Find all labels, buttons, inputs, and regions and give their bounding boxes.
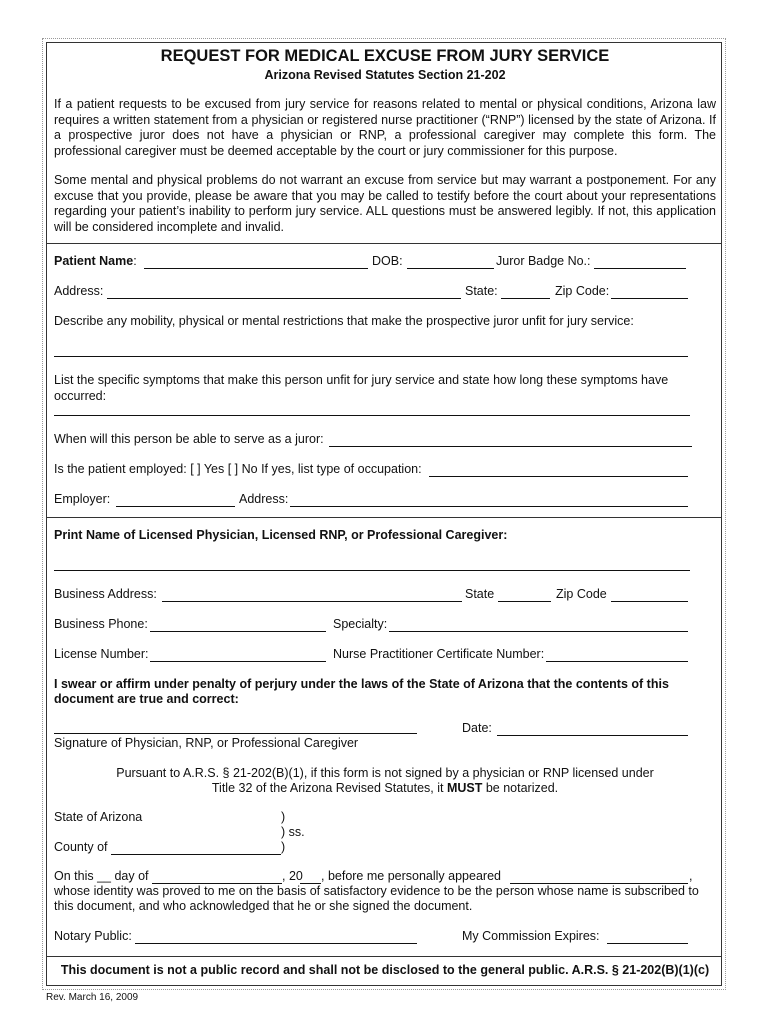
np-certificate-field[interactable] [546, 661, 688, 662]
swear-statement-line-1: I swear or affirm under penalty of perjury under the laws of the State of Arizona that the contents of this [54, 677, 669, 691]
pursuant-line-1: Pursuant to A.R.S. § 21-202(B)(1), if this form is not signed by a physician or RNP licensed under [116, 766, 654, 780]
notary-identity-line-1: whose identity was proved to me on the basis of satisfactory evidence to be the person whose name is subscribed to [54, 884, 699, 898]
notary-public-label: Notary Public: [54, 929, 132, 943]
notary-comma: , [689, 869, 693, 883]
specialty-label: Specialty: [333, 617, 388, 631]
notary-year-prefix: , 20 [282, 869, 303, 883]
swear-statement-line-2: document are true and correct: [54, 692, 239, 706]
zip-code-field[interactable] [611, 298, 688, 299]
state-field[interactable] [501, 298, 550, 299]
venue-bracket-3: ) [281, 840, 286, 854]
venue-bracket-1: ) [281, 810, 286, 824]
date-label: Date: [462, 721, 492, 735]
business-zip-label: Zip Code [556, 587, 607, 601]
business-zip-field[interactable] [611, 601, 688, 602]
provider-name-label: Print Name of Licensed Physician, Licensed RNP, or Professional Caregiver: [54, 528, 508, 542]
notary-identity-line-2: this document, and who acknowledged that he or she signed the document. [54, 899, 473, 913]
address-label: Address: [54, 284, 104, 298]
provider-name-field[interactable] [54, 570, 690, 571]
state-label: State: [465, 284, 498, 298]
dob-label: DOB: [372, 254, 403, 268]
business-phone-label: Business Phone: [54, 617, 148, 631]
section-divider [46, 517, 722, 518]
juror-badge-field[interactable] [594, 268, 686, 269]
commission-expires-label: My Commission Expires: [462, 929, 600, 943]
restrictions-label: Describe any mobility, physical or mental restrictions that make the prospective juror unfit for jury service: [54, 314, 634, 328]
specialty-field[interactable] [389, 631, 688, 632]
notary-county-label: County of [54, 840, 108, 854]
license-number-label: License Number: [54, 647, 149, 661]
patient-name-label: Patient Name: [54, 254, 137, 268]
serve-date-field[interactable] [329, 446, 692, 447]
restrictions-field[interactable] [54, 356, 688, 357]
license-number-field[interactable] [150, 661, 326, 662]
signature-label: Signature of Physician, RNP, or Professional Caregiver [54, 736, 359, 750]
commission-expires-field[interactable] [607, 943, 688, 944]
section-divider [46, 243, 722, 244]
symptoms-label: List the specific symptoms that make this person unfit for jury service and state how long these symptoms have occurred: [54, 373, 669, 403]
form-subtitle: Arizona Revised Statutes Section 21-202 [264, 68, 506, 82]
notary-appeared-label: , before me personally appeared [321, 869, 501, 883]
zip-code-label: Zip Code: [555, 284, 610, 298]
business-state-label: State [465, 587, 495, 601]
business-address-label: Business Address: [54, 587, 157, 601]
intro-paragraph-1: If a patient requests to be excused from jury service for reasons related to mental or physical conditions, Arizona law requires a written statement from a physician or registered nurse practitioner (“RNP”) licensed by the state of Arizona. If a prospective juror does not have a physician or RNP, a professional caregiver may complete this form. The professional caregiver must be deemed acceptable by the court or jury commissioner for this purpose. [54, 97, 716, 158]
patient-name-field[interactable] [144, 268, 368, 269]
address-field[interactable] [107, 298, 461, 299]
intro-paragraph-2: Some mental and physical problems do not warrant an excuse from service but may warrant a postponement. For any excuse that you provide, please be aware that you may be called to testify before the court about your representations regarding your patient’s inability to perform jury service. ALL questions must be answered legibly. If not, this application will be considered incomplete and invalid. [54, 173, 716, 234]
employer-label: Employer: [54, 492, 111, 506]
employer-field[interactable] [116, 506, 235, 507]
employer-address-field[interactable] [290, 506, 688, 507]
notary-state-label: State of Arizona [54, 810, 143, 824]
juror-badge-label: Juror Badge No.: [496, 254, 591, 268]
footer-notice: This document is not a public record and shall not be disclosed to the general public. A.R.S. § 21-202(B)(1)(c) [60, 963, 710, 977]
notary-public-field[interactable] [135, 943, 417, 944]
business-address-field[interactable] [162, 601, 462, 602]
business-state-field[interactable] [498, 601, 551, 602]
np-certificate-label: Nurse Practitioner Certificate Number: [333, 647, 545, 661]
pursuant-line-2: Title 32 of the Arizona Revised Statutes, it MUST be notarized. [211, 781, 559, 795]
venue-ss: ) ss. [281, 825, 305, 839]
revision-date: Rev. March 16, 2009 [46, 992, 139, 1003]
occupation-field[interactable] [429, 476, 688, 477]
dob-field[interactable] [407, 268, 494, 269]
employment-label: Is the patient employed: [ ] Yes [ ] No If yes, list type of occupation: [54, 462, 422, 476]
notary-county-field[interactable] [111, 854, 281, 855]
notary-on-this-label: On this __ day of [54, 869, 149, 883]
serve-date-label: When will this person be able to serve as a juror: [54, 432, 324, 446]
form-title: REQUEST FOR MEDICAL EXCUSE FROM JURY SERVICE [160, 47, 610, 65]
date-field[interactable] [497, 735, 688, 736]
business-phone-field[interactable] [150, 631, 326, 632]
employer-address-label: Address: [239, 492, 289, 506]
symptoms-field[interactable] [54, 415, 690, 416]
signature-field[interactable] [54, 733, 417, 734]
